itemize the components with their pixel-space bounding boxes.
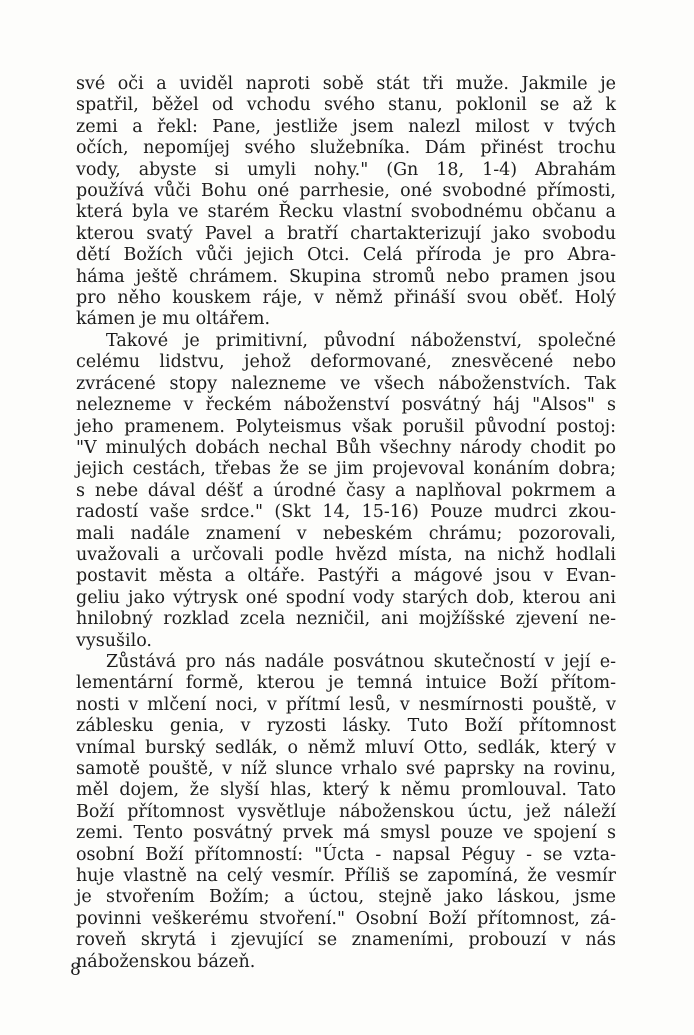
paragraph-3: [76, 652, 616, 973]
text-line: celému lidstvu, jehož deformované, znesvěcené nebo: [76, 352, 616, 373]
text-line: háma ještě chrámem. Skupina stromů nebo pramen jsou: [76, 266, 616, 287]
text-line: je stvořením Božím; a úctou, stejně jako láskou, jsme: [76, 887, 616, 908]
text-line: spatřil, běžel od vchodu svého stanu, poklonil se až k: [76, 95, 616, 116]
text-line: mali nadále znamení v nebeském chrámu; pozorovali,: [76, 523, 616, 544]
text-line: lementární formě, kterou je temná intuice Boží přítom-: [76, 673, 616, 694]
text-line: záblesku genia, v ryzosti lásky. Tuto Boží přítomnost: [76, 716, 616, 737]
text-line: náboženskou bázeň.: [76, 951, 256, 972]
text-line: Boží přítomnost vysvětluje náboženskou úctu, jež náleží: [76, 801, 616, 822]
text-line: geliu jako výtrysk oné spodní vody starých dob, kterou ani: [76, 587, 616, 608]
text-line: osobní Boží přítomností: "Úcta - napsal Péguy - se vzta-: [76, 844, 616, 865]
text-line: roveň skrytá i zjevující se znameními, probouzí v nás: [76, 930, 616, 951]
text-line: "V minulých dobách nechal Bůh všechny národy chodit po: [76, 437, 616, 458]
text-line: nosti v mlčení noci, v přítmí lesů, v nesmírnosti pouště, v: [76, 694, 616, 715]
text-line: uvažovali a určovali podle hvězd místa, na nichž hodlali: [76, 544, 616, 565]
text-line: jejich cestách, třebas že se jim projevoval konáním dobra;: [76, 459, 616, 480]
text-line: dětí Božích vůči jejich Otci. Celá příroda je pro Abra-: [76, 245, 616, 266]
text-line: zemi. Tento posvátný prvek má smysl pouze ve spojení s: [76, 823, 616, 844]
text-line: kámen je mu oltářem.: [76, 309, 271, 330]
text-line: Zůstává pro nás nadále posvátnou skutečností v její e-: [106, 651, 616, 672]
page-body-text: [76, 74, 616, 973]
page-number: 8: [70, 960, 81, 980]
text-line: s nebe dával déšť a úrodné časy a naplňoval pokrmem a: [76, 480, 616, 501]
text-line: měl dojem, že slyší hlas, který k němu promlouval. Tato: [76, 780, 616, 801]
text-line: pro něho kouskem ráje, v němž přináší svou oběť. Holý: [76, 288, 616, 309]
text-line: která byla ve starém Řecku vlastní svobodnému občanu a: [76, 202, 616, 223]
text-line: radostí vaše srdce." (Skt 14, 15-16) Pouze mudrci zkou-: [76, 502, 616, 523]
text-line: postavit města a oltáře. Pastýři a mágové jsou v Evan-: [76, 566, 616, 587]
paragraph-2: [76, 331, 616, 652]
text-line: kterou svatý Pavel a bratří chartakterizují jako svobodu: [76, 223, 616, 244]
text-line: huje vlastně na celý vesmír. Příliš se zapomíná, že vesmír: [76, 866, 616, 887]
text-line: nelezneme v řeckém náboženství posvátný háj "Alsos" s: [76, 395, 616, 416]
text-line: vody, abyste si umyli nohy." (Gn 18, 1-4) Abrahám: [76, 159, 616, 180]
text-line: své oči a uviděl naproti sobě stát tři muže. Jakmile je: [76, 74, 616, 94]
text-line: jeho pramenem. Polyteismus však porušil původní postoj:: [76, 416, 616, 437]
text-line: očích, nepomíjej svého služebníka. Dám přinést trochu: [76, 138, 616, 159]
text-line: zemi a řekl: Pane, jestliže jsem nalezl milost v tvých: [76, 116, 616, 137]
text-line: Takové je primitivní, původní náboženství, společné: [106, 330, 616, 351]
text-line: zvrácené stopy nalezneme ve všech náboženstvích. Tak: [76, 373, 616, 394]
text-line: povinni veškerému stvoření." Osobní Boží přítomnost, zá-: [76, 908, 616, 929]
text-line: vnímal burský sedlák, o němž mluví Otto, sedlák, který v: [76, 737, 616, 758]
text-line: používá vůči Bohu oné parrhesie, oné svobodné přímosti,: [76, 181, 616, 202]
text-line: hnilobný rozklad zcela nezničil, ani mojžíšské zjevení ne-: [76, 609, 616, 630]
paragraph-1: [76, 74, 616, 331]
text-line: vysušilo.: [76, 630, 152, 651]
text-line: samotě pouště, v níž slunce vrhalo své paprsky na rovinu,: [76, 759, 616, 779]
